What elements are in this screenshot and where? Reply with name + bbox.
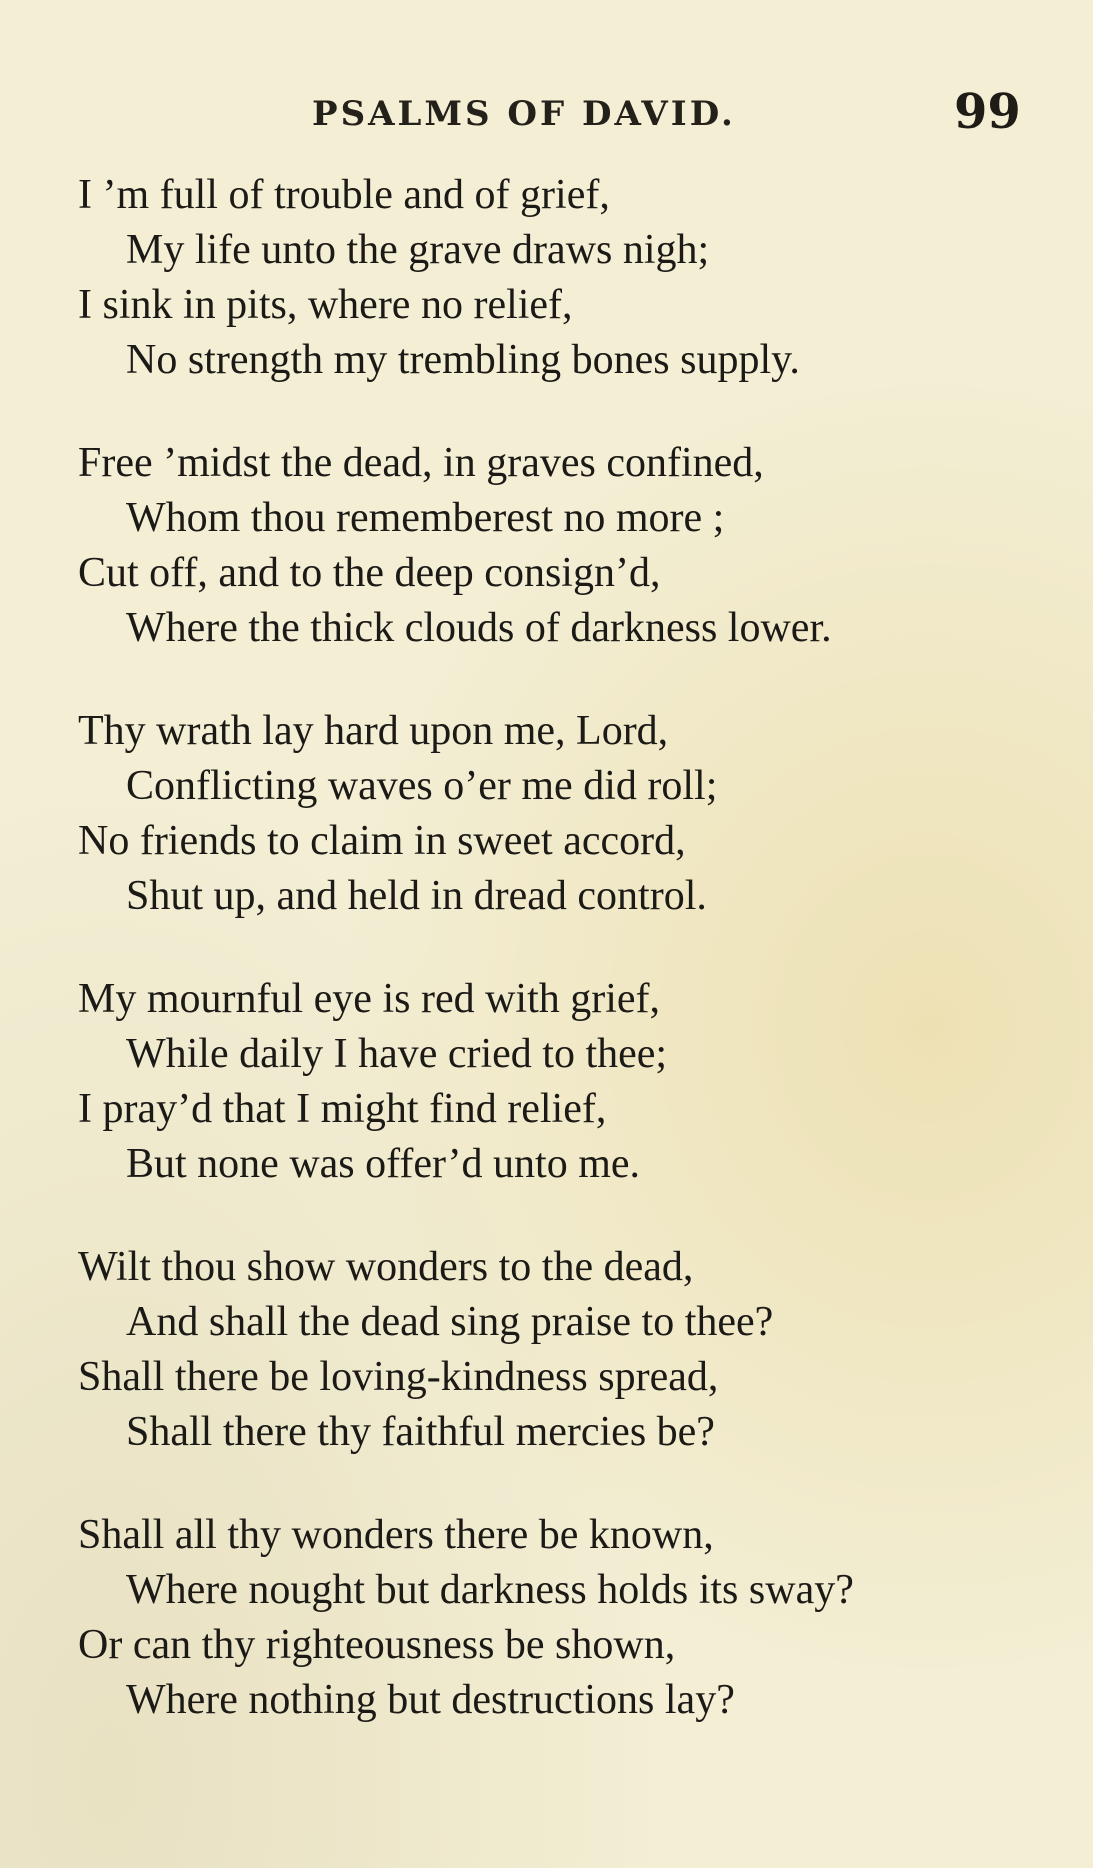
- poem-line: Thy wrath lay hard upon me, Lord,: [78, 708, 669, 754]
- poem-line: Shall there be loving-kindness spread,: [78, 1354, 719, 1400]
- poem-line: My life unto the grave draws nigh;: [126, 227, 710, 273]
- poem-line: Cut off, and to the deep consign’d,: [78, 550, 661, 596]
- poem-line: Or can thy righteousness be shown,: [78, 1622, 676, 1668]
- poem-line: Shall all thy wonders there be known,: [78, 1512, 714, 1558]
- page-number: 99: [954, 84, 1021, 140]
- poem-line: No friends to claim in sweet accord,: [78, 818, 686, 864]
- poem-line: Where nought but darkness holds its sway?: [126, 1567, 854, 1613]
- poem-line: Where the thick clouds of darkness lower.: [126, 605, 832, 651]
- stanza: [78, 168, 1058, 388]
- poem-line: I ’m full of trouble and of grief,: [78, 172, 610, 218]
- page-header: [0, 84, 1093, 144]
- poem-line: Where nothing but destructions lay?: [126, 1677, 735, 1723]
- poem-line: Shall there thy faithful mercies be?: [126, 1409, 715, 1455]
- poem-line: I sink in pits, where no relief,: [78, 282, 573, 328]
- stanza: [78, 1240, 1058, 1460]
- poem-line: And shall the dead sing praise to thee?: [126, 1299, 774, 1345]
- poem-line: I pray’d that I might find relief,: [78, 1086, 607, 1132]
- poem-line: My mournful eye is red with grief,: [78, 976, 661, 1022]
- stanza: [78, 436, 1058, 656]
- poem-line: Conflicting waves o’er me did roll;: [126, 763, 718, 809]
- poem-line: While daily I have cried to thee;: [126, 1031, 668, 1077]
- stanza: [78, 1508, 1058, 1728]
- poem-line: Shut up, and held in dread control.: [126, 873, 707, 919]
- poem-line: Free ’midst the dead, in graves confined,: [78, 440, 764, 486]
- poem-line: Whom thou rememberest no more ;: [126, 495, 725, 541]
- stanza: [78, 972, 1058, 1192]
- poem: [78, 168, 1058, 1776]
- poem-line: But none was offer’d unto me.: [126, 1141, 641, 1187]
- running-title: PSALMS OF DAVID.: [312, 94, 736, 134]
- poem-line: Wilt thou show wonders to the dead,: [78, 1244, 694, 1290]
- stanza: [78, 704, 1058, 924]
- poem-line: No strength my trembling bones supply.: [126, 337, 800, 383]
